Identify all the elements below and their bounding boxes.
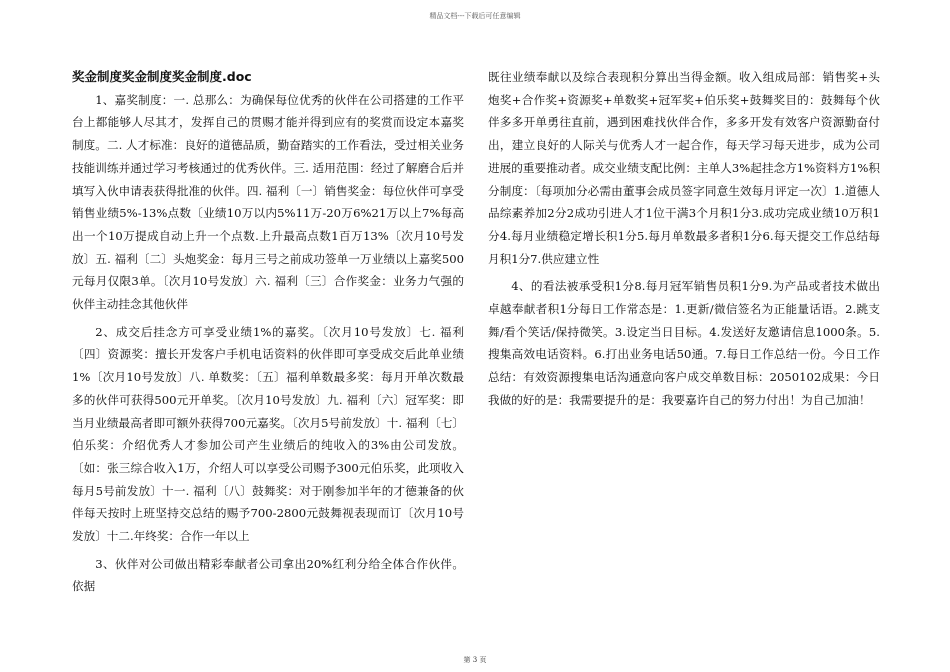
paragraph-2: 2、成交后挂念方可享受业绩1%的嘉奖。〔次月10号发放〕七. 福利〔四〕资源奖：擅长开发客户手机电话资料的伙伴即可享受成交后此单业绩1%〔次月10号发放〕八. 单数奖：〔五〕福利单数最多奖：每月开单次数最多的伙伴可获得500元开单奖。〔次月10号发放〕九. 福利〔六〕冠军奖：即当月业绩最高者即可额外获得700元嘉奖。〔次月5号前发放〕十. 福利〔七〕伯乐奖：介绍优秀人才参加公司产生业绩后的纯收入的3%由公司发放。〔如：张三综合收入1万，介绍人可以享受公司赐予300元伯乐奖，此项收入每月5号前发放〕十一. 福利〔八〕鼓舞奖：对于刚参加半年的才德兼备的伙伴每天按时上班坚持交总结的赐予700-2800元鼓舞视表现而订〔次月10号发放〕十二.年终奖：合作一年以上 [72,324,464,544]
paragraph-3: 3、伙伴对公司做出精彩奉献者公司拿出20%红利分给全体合作伙伴。依据 [72,556,464,594]
page-header: 精品文档---下载后可任意编辑 [429,12,521,20]
document-title: 奖金制度奖金制度奖金制度.doc [72,69,252,84]
right-column [488,66,880,417]
left-column [72,66,464,603]
paragraph-1: 1、嘉奖制度：一. 总那么：为确保每位优秀的伙伴在公司搭建的工作平台上都能够人尽其才，发挥自己的贯赐才能并得到应有的奖赏而设定本嘉奖制度。二. 人才标准：良好的道德品质，勤奋踏实的工作看法，受过相关业务技能训练并通过学习考核通过的优秀伙伴。三. 适用范围：经过了解磨合后并填写入伙申请表获得批准的伙伴。四. 福利〔一〕销售奖金：每位伙伴可享受销售业绩5%-13%点数〔业绩10万以内5%11万-20万6%21万以上7%每高出一个10万提成自动上升一个点数.上升最高点数1百万13%〔次月10号发放〕五. 福利〔二〕头炮奖金：每月三号之前成功签单一万业绩以上嘉奖500元每月仅限3单。〔次月10号发放〕六. 福利〔三〕合作奖金：业务力气强的伙伴主动挂念其他伙伴 [72,92,464,312]
paragraph-4: 4、的看法被承受积1分8.每月冠军销售员积1分9.为产品或者技术做出卓越奉献者积1分每日工作常态是：1.更新/微信签名为正能量话语。2.跳支舞/看个笑话/保持微笑。3.设定当日目标。4.发送好友邀请信息1000条。5.搜集高效电话资料。6.打出业务电话50通。7.每日工作总结一份。今日工作总结：有效资源搜集电话沟通意向客户成交单数目标：2050102成果：今日我做的好的是：我需要提升的是：我要嘉许自己的努力付出！为自己加油！ [488,279,880,407]
page-footer: 第 3 页 [463,656,487,664]
paragraph-3-continued: 既往业绩奉献以及综合表现积分算出当得金额。收入组成局部：销售奖+头炮奖+合作奖+资源奖+单数奖+冠军奖+伯乐奖+鼓舞奖目的：鼓舞每个伙伴多多开单勇往直前，遇到困难找伙伴合作，多多开发有效客户资源勤奋付出，建立良好的人际关与优秀人才一起合作，每天学习每天进步，成为公司进展的重要推动者。成交业绩支配比例：主单人3%起挂念方1%资料方1%积分制度：〔每项加分必需由董事会成员签字同意生效每月评定一次〕1.道德人品综素养加2分2成功引进人才1位干满3个月积1分3.成功完成业绩10万积1分4.每月业绩稳定增长积1分5.每月单数最多者积1分6.每天提交工作总结每月积1分7.供应建立性 [488,70,880,266]
